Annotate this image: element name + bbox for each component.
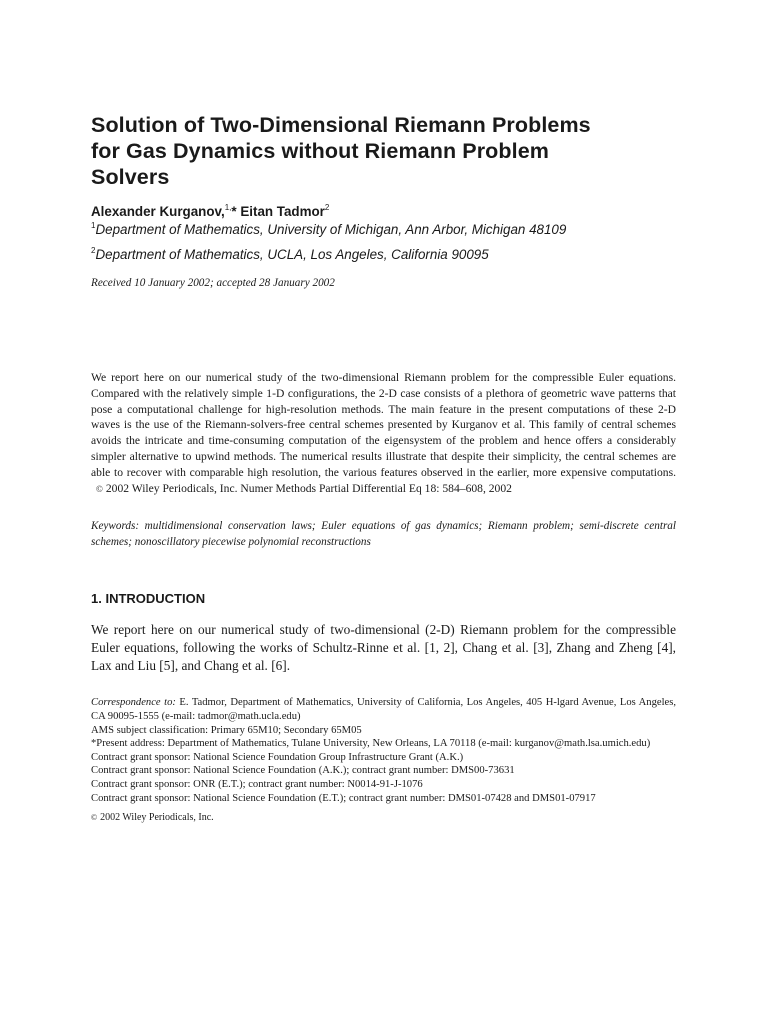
abstract-citation: 2002 Wiley Periodicals, Inc. Numer Methods Partial Differential Eq 18: 584–608, 2002 xyxy=(105,481,512,495)
copyright-symbol: © xyxy=(91,813,98,823)
affiliation-1-mark: 1 xyxy=(91,221,96,230)
author-tadmor: Eitan Tadmor xyxy=(240,204,325,219)
paper-title xyxy=(91,112,676,190)
abstract-body: We report here on our numerical study of the two-dimensional Riemann problem for the compressible Euler equations. Compared with the relatively simple 1-D configurations, the 2-D case consists of a plethora of geometric wave patterns that pose a computational challenge for high-resolution methods. The main feature in the present computations of these 2-D waves is the use of the Riemann-solvers-free central schemes presented by Kurganov et al. This family of central schemes avoids the intricate and time-consuming computation of the eigensystem of the problem and hence offers a considerably simpler alternative to upwind methods. The numerical results illustrate that despite their simplicity, the central schemes are able to recover with comparable high resolution, the various features observed in the earlier, more expensive computations. xyxy=(91,371,676,479)
title-line-2: for Gas Dynamics without Riemann Problem xyxy=(91,139,549,163)
abstract xyxy=(91,370,676,497)
correspondence-label: Correspondence to: xyxy=(91,697,176,709)
title-line-3: Solvers xyxy=(91,165,170,189)
correspondence-text: E. Tadmor, Department of Mathematics, University of California, Los Angeles, 405 H-lgard Avenue, Los Angeles, CA 90095-1555 (e-mail: tadmor@math.ucla.edu) xyxy=(91,697,677,722)
keywords: Keywords: multidimensional conservation laws; Euler equations of gas dynamics; Riemann problem; semi-discrete central schemes; nonoscillatory piecewise polynomial reconstructions xyxy=(91,520,676,549)
footnote-grant-1: Contract grant sponsor: National Science Foundation Group Infrastructure Grant (A.K.) xyxy=(91,751,464,763)
footnote-ams-classification: AMS subject classification: Primary 65M10; Secondary 65M05 xyxy=(91,724,362,736)
affiliation-1-text: Department of Mathematics, University of Michigan, Ann Arbor, Michigan 48109 xyxy=(95,222,567,237)
paper-page xyxy=(91,112,676,824)
affiliation-2-mark: 2 xyxy=(91,246,96,255)
title-line-1: Solution of Two-Dimensional Riemann Problems xyxy=(91,113,591,137)
abstract-copyright-symbol: © xyxy=(96,483,103,494)
copyright-text: 2002 Wiley Periodicals, Inc. xyxy=(100,812,214,824)
footnote-grant-4: Contract grant sponsor: National Science Foundation (E.T.); contract grant number: DMS01-07428 and DMS01-07917 xyxy=(91,792,596,804)
affiliation-2-text: Department of Mathematics, UCLA, Los Angeles, California 90095 xyxy=(95,247,489,262)
footnote-correspondence xyxy=(91,696,676,723)
author-list xyxy=(91,203,676,220)
author-kurganov-asterisk: * xyxy=(231,204,237,219)
copyright-line xyxy=(91,811,676,824)
footnote-present-address: *Present address: Department of Mathematics, Tulane University, New Orleans, LA 70118 (e-mail: kurganov@math.lsa.umich.edu) xyxy=(91,738,651,750)
author-kurganov-affiliation-mark: 1, xyxy=(224,203,232,212)
footnote-grant-2: Contract grant sponsor: National Science Foundation (A.K.); contract grant number: DMS00-73631 xyxy=(91,765,515,777)
section-heading-introduction: 1. INTRODUCTION xyxy=(91,591,206,607)
affiliation-1 xyxy=(91,221,676,238)
author-kurganov: Alexander Kurganov, xyxy=(91,204,225,219)
footnote-grant-3: Contract grant sponsor: ONR (E.T.); contract grant number: N0014-91-J-1076 xyxy=(91,778,423,790)
footnotes xyxy=(91,696,676,805)
received-dates: Received 10 January 2002; accepted 28 January 2002 xyxy=(91,277,335,289)
author-tadmor-affiliation-mark: 2 xyxy=(324,203,330,212)
affiliation-2 xyxy=(91,246,676,263)
introduction-paragraph: We report here on our numerical study of two-dimensional (2-D) Riemann problem for the compressible Euler equations, following the works of Schultz-Rinne et al. [1, 2], Chang et al. [3], Zhang and Zheng [4], Lax and Liu [5], and Chang et al. [6]. xyxy=(91,622,676,674)
